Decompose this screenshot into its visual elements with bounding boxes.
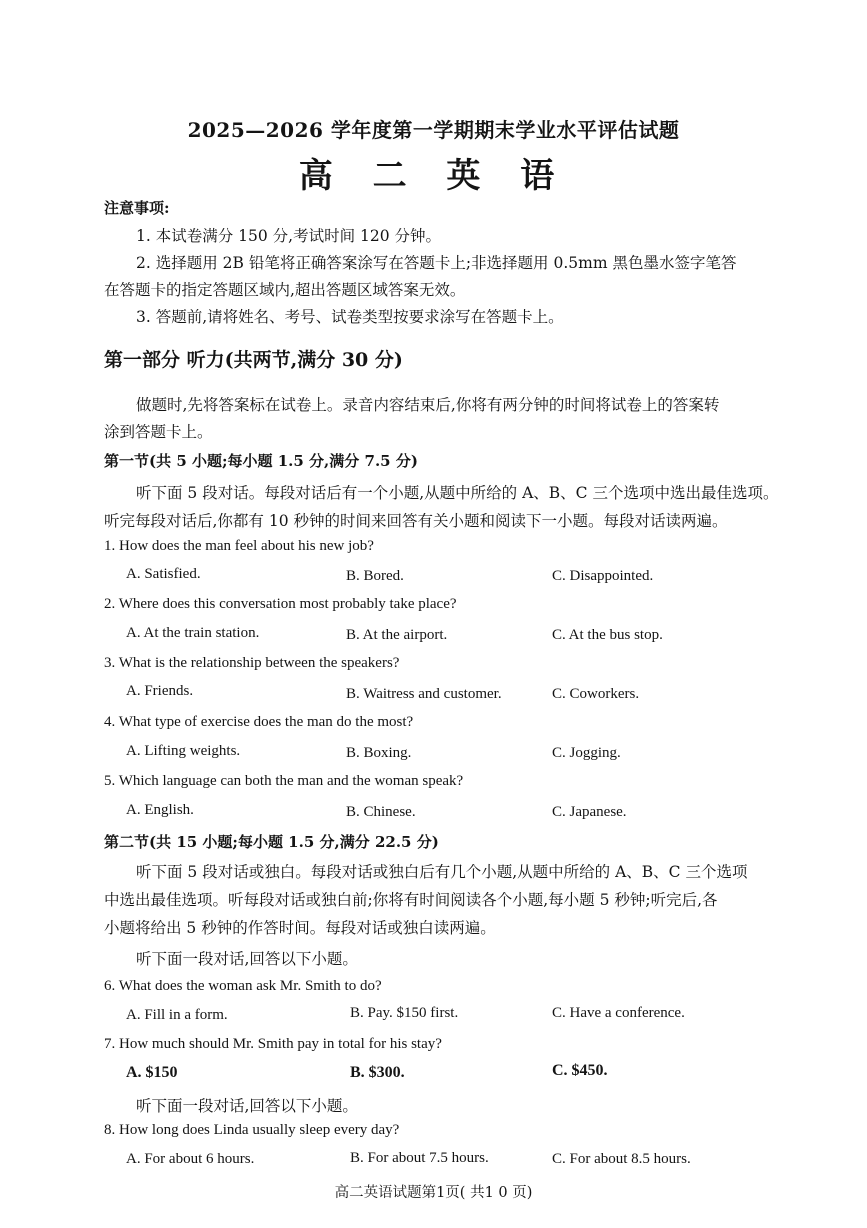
q6-option-a: A. Fill in a form. [126,1007,228,1023]
part1-intro-b: 涂到答题卡上。 [104,423,213,441]
dialog-note-2: 听下面一段对话,回答以下小题。 [136,1097,358,1115]
q7-option-b: B. $300. [350,1064,405,1081]
question-8: 8. How long does Linda usually sleep every day? [104,1122,400,1138]
dialog-note-1: 听下面一段对话,回答以下小题。 [136,950,358,968]
q8-option-c: C. For about 8.5 hours. [552,1151,691,1167]
q8-option-a: A. For about 6 hours. [126,1151,255,1167]
q3-option-b: B. Waitress and customer. [346,686,502,702]
q8-option-b: B. For about 7.5 hours. [350,1150,489,1166]
page-footer: 高二英语试题第1页( 共1 0 页) [334,1185,533,1201]
q3-option-c: C. Coworkers. [552,686,640,702]
section2-heading: 第二节(共 15 小题;每小题 1.5 分,满分 22.5 分) [104,833,439,851]
part1-heading: 第一部分 听力(共两节,满分 30 分) [104,349,403,371]
q2-option-a: A. At the train station. [126,625,260,641]
note-3: 3. 答题前,请将姓名、考号、试卷类型按要求涂写在答题卡上。 [136,308,564,326]
question-1: 1. How does the man feel about his new job? [104,538,374,554]
q2-option-b: B. At the airport. [346,627,448,643]
exam-title: 2025—2026 学年度第一学期期末学业水平评估试题 [187,118,680,142]
q5-option-a: A. English. [126,802,194,818]
q4-option-c: C. Jogging. [552,745,621,761]
part1-intro-a: 做题时,先将答案标在试卷上。录音内容结束后,你将有两分钟的时间将试卷上的答案转 [136,396,720,414]
section1-intro-a: 听下面 5 段对话。每段对话后有一个小题,从题中所给的 A、B、C 三个选项中选出最佳选项。 [136,484,779,502]
q5-option-b: B. Chinese. [346,804,416,820]
question-7: 7. How much should Mr. Smith pay in total for his stay? [104,1036,442,1052]
question-2: 2. Where does this conversation most probably take place? [104,596,457,612]
q4-option-b: B. Boxing. [346,745,412,761]
subject-title: 高 二 英 语 [298,156,569,196]
section2-intro-b: 中选出最佳选项。听每段对话或独白前;你将有时间阅读各个小题,每小题 5 秒钟;听完后,各 [104,891,718,909]
q3-option-a: A. Friends. [126,683,194,699]
q1-option-a: A. Satisfied. [126,566,201,582]
note-2a: 2. 选择题用 2B 铅笔将正确答案涂写在答题卡上;非选择题用 0.5mm 黑色墨水签字笔答 [136,254,737,272]
q7-option-a: A. $150 [126,1064,178,1081]
note-2b: 在答题卡的指定答题区域内,超出答题区域答案无效。 [104,281,466,299]
section2-intro-c: 小题将给出 5 秒钟的作答时间。每段对话或独白读两遍。 [104,919,496,937]
section2-intro-a: 听下面 5 段对话或独白。每段对话或独白后有几个小题,从题中所给的 A、B、C 三个选项 [136,863,748,881]
q5-option-c: C. Japanese. [552,804,627,820]
question-3: 3. What is the relationship between the speakers? [104,655,400,671]
question-5: 5. Which language can both the man and the woman speak? [104,773,464,789]
notes-heading: 注意事项: [104,199,170,217]
q2-option-c: C. At the bus stop. [552,627,663,643]
q6-option-b: B. Pay. $150 first. [350,1005,459,1021]
question-4: 4. What type of exercise does the man do the most? [104,714,414,730]
section1-intro-b: 听完每段对话后,你都有 10 秒钟的时间来回答有关小题和阅读下一小题。每段对话读两遍。 [104,512,728,530]
question-6: 6. What does the woman ask Mr. Smith to do? [104,978,382,994]
note-1: 1. 本试卷满分 150 分,考试时间 120 分钟。 [136,227,442,245]
q4-option-a: A. Lifting weights. [126,743,241,759]
section1-heading: 第一节(共 5 小题;每小题 1.5 分,满分 7.5 分) [104,452,418,470]
q7-option-c: C. $450. [552,1062,608,1079]
q1-option-b: B. Bored. [346,568,404,584]
q1-option-c: C. Disappointed. [552,568,654,584]
q6-option-c: C. Have a conference. [552,1005,685,1021]
